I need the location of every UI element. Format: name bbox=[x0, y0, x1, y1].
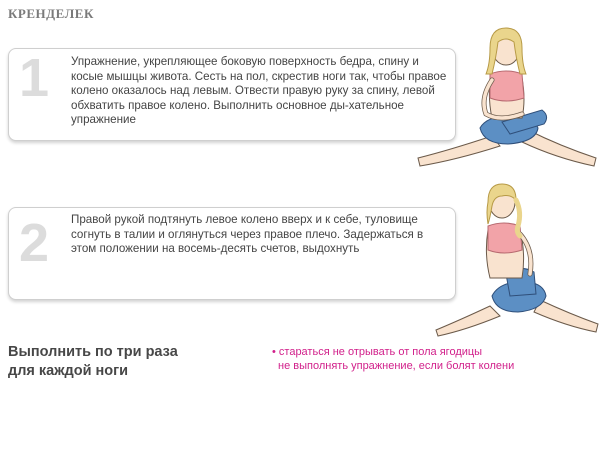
step-number: 1 bbox=[19, 48, 50, 108]
exercise-figure-1-icon bbox=[410, 18, 600, 168]
step-card-2 bbox=[8, 207, 456, 300]
tip-item: не выполнять упражнение, если болят колени bbox=[278, 359, 515, 372]
tips-list bbox=[272, 346, 514, 373]
summary-line-1: Выполнить по три раза bbox=[8, 344, 178, 360]
step-description: Правой рукой подтянуть левое колено вверх и к себе, туловище согнуть в талии и оглянуться через правое плечо. Задержаться в этом положении на восемь-десять счетов, выдохнуть bbox=[71, 213, 424, 255]
step-description: Упражнение, укрепляющее боковую поверхность бедра, спину и косые мышцы живота. Сесть на пол, скрестив ноги так, чтобы правое колено оказалось над левым. Отвести правую руку за спину, левой обхватить правое колено. Выполнить основное ды-хательное упражнение bbox=[71, 55, 447, 126]
step-number: 2 bbox=[19, 213, 50, 273]
summary-line-2: для каждой ноги bbox=[8, 363, 129, 379]
page-title: КРЕНДЕЛЕК bbox=[8, 6, 94, 21]
summary-text bbox=[8, 343, 248, 381]
tip-item: • стараться не отрывать от пола ягодицы bbox=[272, 346, 483, 358]
exercise-figure-2-icon bbox=[430, 178, 600, 338]
step-card-1 bbox=[8, 48, 456, 141]
